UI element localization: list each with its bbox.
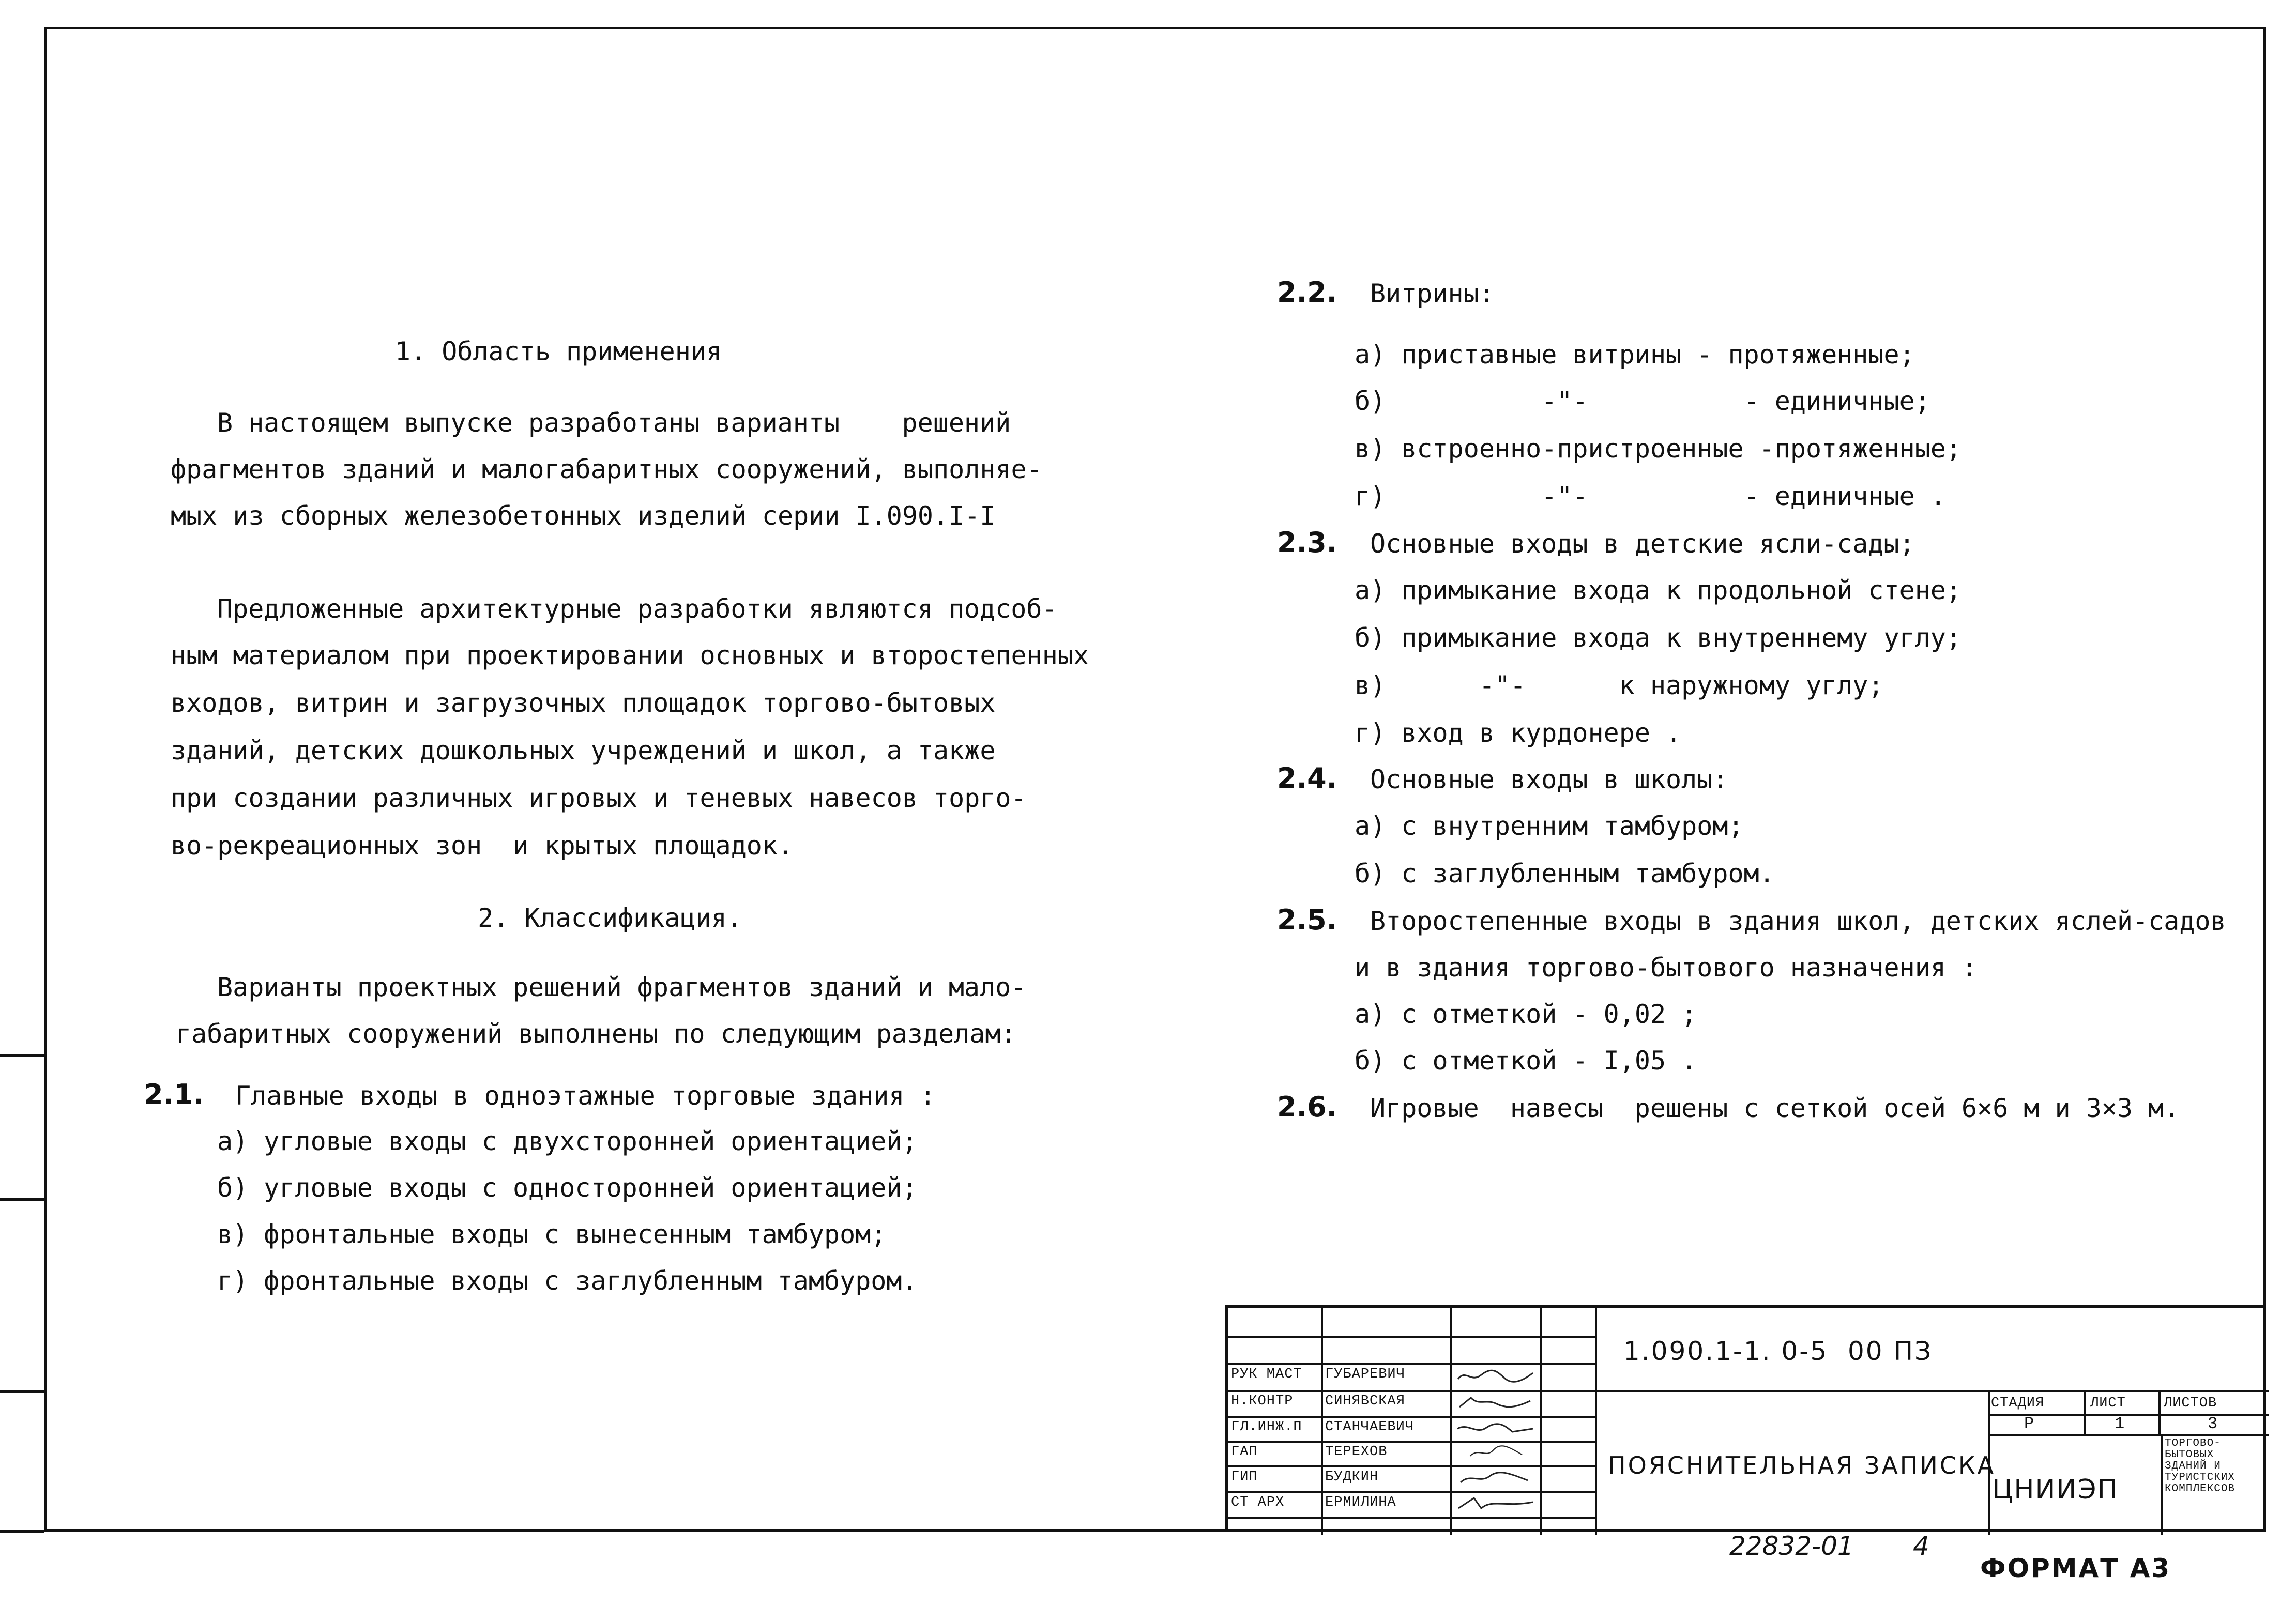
list-item: а) с внутренним тамбуром; bbox=[1355, 811, 1744, 841]
list-item: а) примыкание входа к продольной стене; bbox=[1355, 575, 1962, 605]
stage-header: СТАДИЯ bbox=[1991, 1396, 2045, 1411]
binding-tick bbox=[0, 1198, 44, 1201]
binding-tick bbox=[0, 1390, 44, 1393]
org-desc-line: ЗДАНИЙ И bbox=[2165, 1460, 2221, 1472]
list-item: в) -"- к наружному углу; bbox=[1355, 670, 1884, 700]
sheets-value: 3 bbox=[2208, 1414, 2218, 1433]
sheet-value: 1 bbox=[2115, 1414, 2125, 1433]
item-number: 2.4. bbox=[1277, 762, 1337, 794]
list-item: а) приставные витрины - протяженные; bbox=[1355, 340, 1915, 370]
org-desc-line: ТУРИСТСКИХ bbox=[2165, 1472, 2236, 1483]
list-item: г) вход в курдонере . bbox=[1355, 718, 1682, 748]
signature bbox=[1455, 1421, 1538, 1436]
list-item: г) -"- - единичные . bbox=[1355, 481, 1946, 511]
item-number: 2.2. bbox=[1277, 276, 1337, 309]
person-name: ТЕРЕХОВ bbox=[1325, 1444, 1388, 1460]
item-text: Основные входы в школы: bbox=[1370, 764, 1728, 794]
list-item: г) фронтальные входы с заглубленным тамбуром. bbox=[217, 1266, 918, 1296]
binding-tick bbox=[0, 1530, 44, 1533]
organization-logo: ЦНИИЭП bbox=[1992, 1474, 2119, 1505]
paragraph-line: Варианты проектных решений фрагментов зданий и мало- bbox=[217, 972, 1027, 1002]
paragraph-line: входов, витрин и загрузочных площадок торгово-бытовых bbox=[171, 688, 996, 718]
person-name: ЕРМИЛИНА bbox=[1325, 1495, 1396, 1510]
role-label: ГАП bbox=[1231, 1444, 1258, 1460]
signature bbox=[1455, 1369, 1538, 1383]
list-item: б) с отметкой - I,05 . bbox=[1355, 1046, 1697, 1076]
list-item: в) встроенно-пристроенные -протяженные; bbox=[1355, 434, 1962, 464]
list-item: б) примыкание входа к внутреннему углу; bbox=[1355, 623, 1962, 653]
item-text: Витрины: bbox=[1370, 279, 1495, 309]
item-text: и в здания торгово-бытового назначения : bbox=[1355, 953, 1978, 983]
role-label: Н.КОНТР bbox=[1231, 1394, 1294, 1409]
page-mark: 4 bbox=[1913, 1531, 1929, 1561]
list-item: б) -"- - единичные; bbox=[1355, 386, 1930, 416]
list-item: а) с отметкой - 0,02 ; bbox=[1355, 999, 1697, 1029]
list-item: а) угловые входы с двухсторонней ориентацией; bbox=[217, 1126, 918, 1156]
document-title: ПОЯСНИТЕЛЬНАЯ ЗАПИСКА bbox=[1608, 1451, 1996, 1479]
paragraph-line: ным материалом при проектировании основных и второстепенных bbox=[171, 640, 1089, 670]
org-desc-line: БЫТОВЫХ bbox=[2165, 1449, 2214, 1461]
person-name: СИНЯВСКАЯ bbox=[1325, 1394, 1405, 1409]
role-label: СТ АРХ bbox=[1231, 1495, 1285, 1510]
format-label: ФОРМАТ А3 bbox=[1980, 1553, 2171, 1583]
role-label: ГИП bbox=[1231, 1470, 1258, 1485]
binding-tick bbox=[0, 1054, 44, 1057]
sheets-header: ЛИСТОВ bbox=[2164, 1396, 2217, 1411]
paragraph-line: Предложенные архитектурные разработки являются подсоб- bbox=[217, 594, 1058, 624]
stage-value: Р bbox=[2024, 1414, 2035, 1433]
signature bbox=[1455, 1396, 1538, 1410]
item-text: Второстепенные входы в здания школ, детских яслей-садов bbox=[1370, 906, 2226, 936]
title-block bbox=[1225, 1305, 2266, 1532]
item-number: 2.3. bbox=[1277, 526, 1337, 559]
section-2-title: 2. Классификация. bbox=[478, 903, 742, 933]
paragraph-line: при создании различных игровых и теневых навесов торго- bbox=[171, 783, 1027, 813]
document-code: 1.090.1-1. 0-5 00 ПЗ bbox=[1623, 1336, 1933, 1366]
paragraph-line: габаритных сооружений выполнены по следующим разделам: bbox=[176, 1019, 1016, 1049]
list-item: б) с заглубленным тамбуром. bbox=[1355, 859, 1775, 889]
role-label: РУК МАСТ bbox=[1231, 1367, 1302, 1382]
signature bbox=[1455, 1496, 1538, 1510]
item-number: 2.6. bbox=[1277, 1091, 1337, 1123]
signature bbox=[1455, 1471, 1538, 1486]
org-desc-line: ТОРГОВО- bbox=[2165, 1437, 2221, 1449]
person-name: СТАНЧАЕВИЧ bbox=[1325, 1419, 1415, 1435]
item-number: 2.5. bbox=[1277, 904, 1337, 936]
list-item: б) угловые входы с односторонней ориентацией; bbox=[217, 1173, 918, 1203]
section-1-title: 1. Область применения bbox=[394, 337, 722, 366]
item-text: Основные входы в детские ясли-сады; bbox=[1370, 529, 1915, 559]
paragraph-line: мых из сборных железобетонных изделий серии I.090.I-I bbox=[171, 501, 996, 531]
item-text: Главные входы в одноэтажные торговые здания : bbox=[235, 1081, 936, 1111]
paragraph-line: В настоящем выпуске разработаны варианты решений bbox=[217, 408, 1011, 438]
list-item: в) фронтальные входы с вынесенным тамбуром; bbox=[217, 1219, 887, 1249]
signature bbox=[1455, 1445, 1538, 1460]
paragraph-line: фрагментов зданий и малогабаритных сооружений, выполняе- bbox=[171, 454, 1042, 484]
inventory-number: 22832-01 bbox=[1729, 1531, 1854, 1561]
person-name: БУДКИН bbox=[1325, 1470, 1379, 1485]
role-label: ГЛ.ИНЖ.П bbox=[1231, 1419, 1302, 1435]
paragraph-line: зданий, детских дошкольных учреждений и школ, а также bbox=[171, 736, 996, 766]
paragraph-line: во-рекреационных зон и крытых площадок. bbox=[171, 831, 794, 861]
sheet-header: ЛИСТ bbox=[2090, 1396, 2126, 1411]
person-name: ГУБАРЕВИЧ bbox=[1325, 1367, 1405, 1382]
item-number: 2.1. bbox=[144, 1078, 204, 1111]
item-text: Игровые навесы решены с сеткой осей 6×6 м и 3×3 м. bbox=[1370, 1093, 2180, 1123]
org-desc-line: КОМПЛЕКСОВ bbox=[2165, 1483, 2236, 1495]
